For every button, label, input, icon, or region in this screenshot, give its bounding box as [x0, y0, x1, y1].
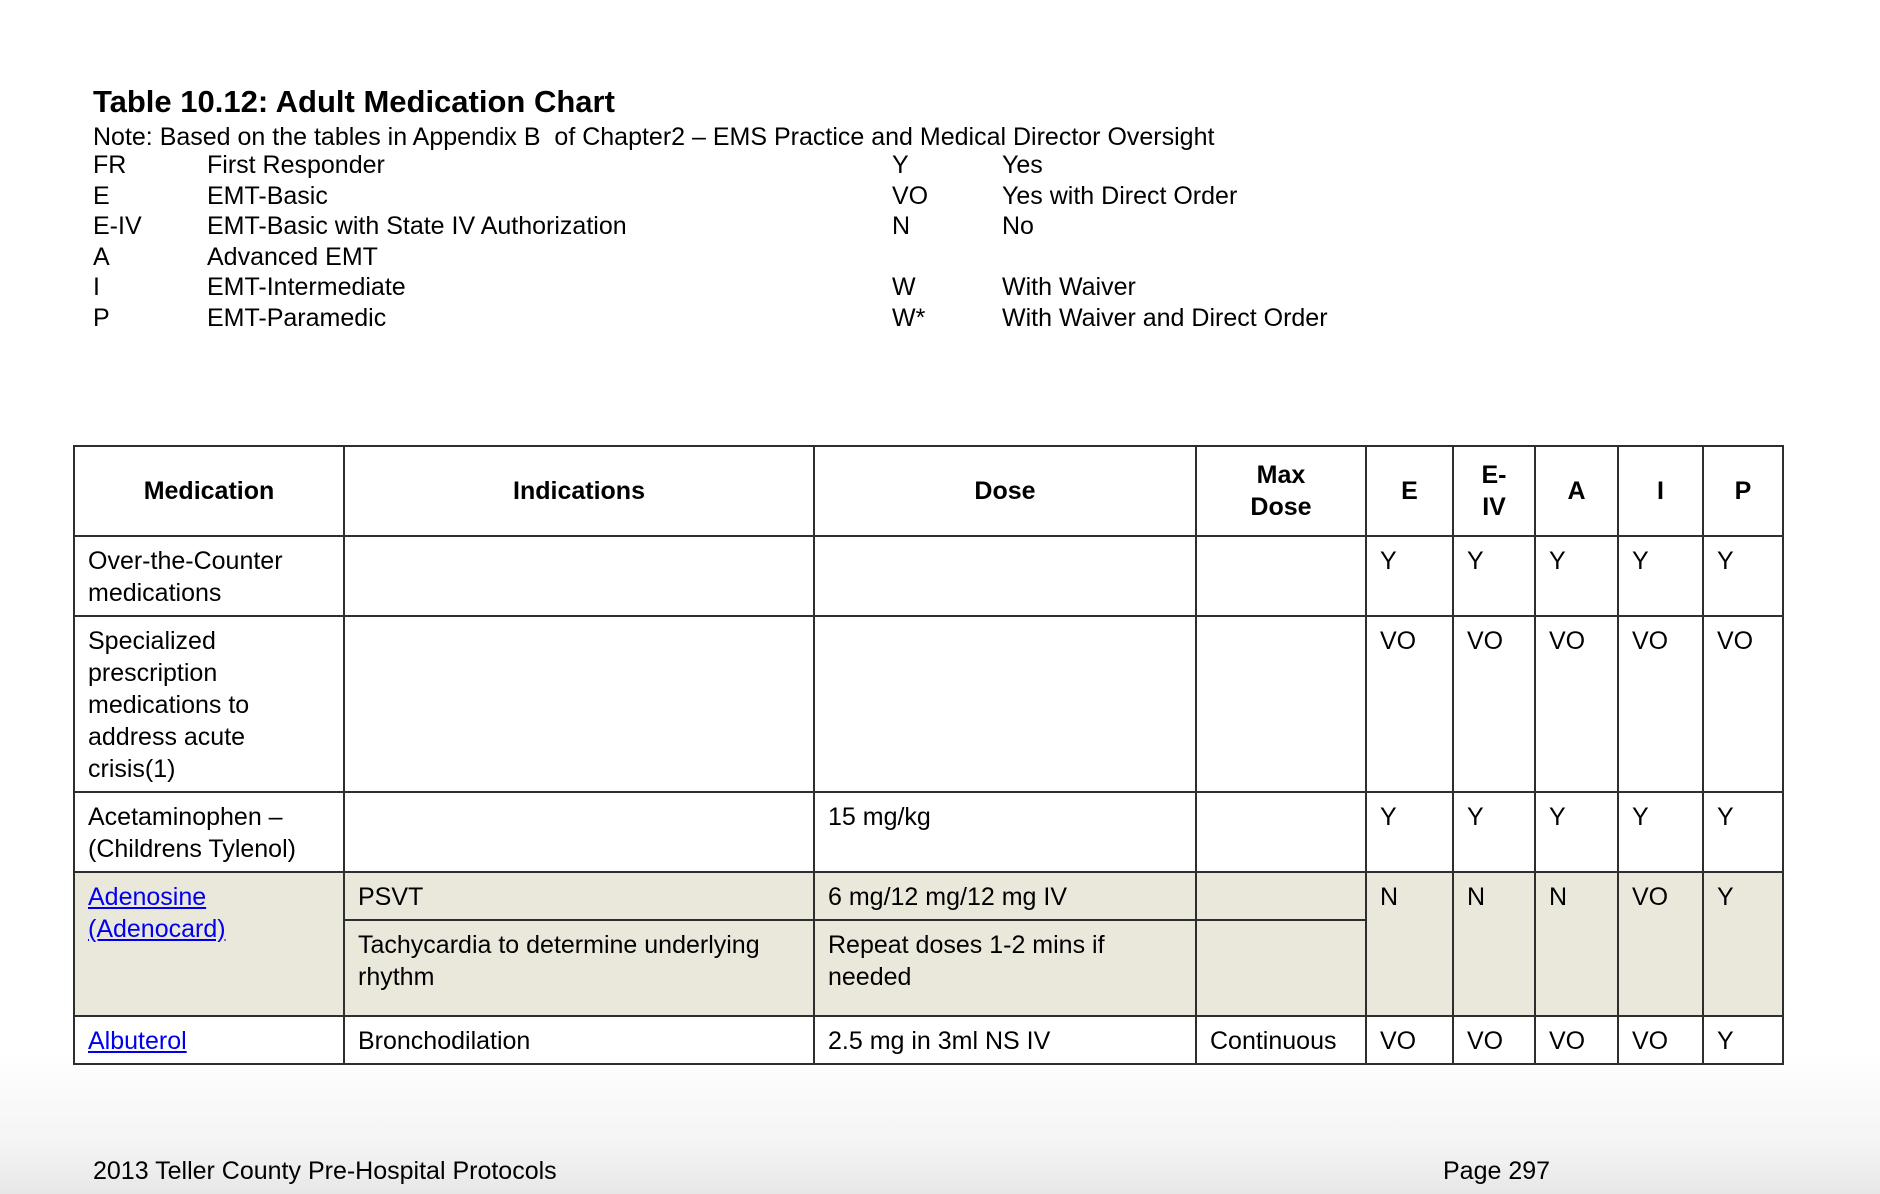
medication-link-albuterol[interactable]: Albuterol [88, 1027, 187, 1055]
legend-code: P [93, 303, 110, 332]
legend-label: First Responder [207, 151, 385, 179]
legend-code: W [892, 273, 916, 301]
level-cell-i: Y [1618, 536, 1703, 616]
table-row-adenosine [74, 872, 1783, 920]
dose-cell: 15 mg/kg [814, 792, 1196, 872]
level-cell-a: N [1535, 872, 1618, 1016]
column-header-i: I [1618, 446, 1703, 536]
legend-code: E [93, 181, 110, 210]
medication-cell: Acetaminophen – (Childrens Tylenol) [74, 792, 344, 872]
dose-cell: 6 mg/12 mg/12 mg IV [814, 872, 1196, 920]
level-cell-e: N [1366, 872, 1453, 1016]
max-dose-cell [1196, 616, 1366, 792]
level-cell-i: VO [1618, 872, 1703, 1016]
indications-cell: PSVT [344, 872, 814, 920]
legend-label: Advanced EMT [207, 242, 378, 271]
legend-label: Yes with Direct Order [1002, 181, 1238, 210]
indications-cell: Tachycardia to determine underlying rhythm [344, 920, 814, 1016]
max-dose-cell [1196, 792, 1366, 872]
legend-code: FR [93, 151, 127, 179]
level-cell-p: Y [1703, 536, 1783, 616]
level-cell-p: Y [1703, 1016, 1783, 1064]
level-cell-e-iv: VO [1453, 1016, 1535, 1064]
max-dose-cell [1196, 536, 1366, 616]
table-header-row [74, 446, 1783, 536]
max-dose-cell [1196, 920, 1366, 1016]
page-title: Table 10.12: Adult Medication Chart [93, 84, 615, 119]
legend-code: Y [892, 151, 909, 179]
medication-link-adenosine[interactable]: Adenosine (Adenocard) [88, 883, 226, 943]
table-row-albuterol [74, 1016, 1783, 1064]
legend-label [1002, 242, 1793, 273]
level-cell-p: VO [1703, 616, 1783, 792]
column-header-medication: Medication [74, 446, 344, 536]
table-row-otc-medications [74, 536, 1783, 616]
abbreviation-legend [93, 150, 1793, 333]
adult-medication-table [73, 445, 1784, 1065]
footer-document-title: 2013 Teller County Pre-Hospital Protocols [93, 1157, 557, 1185]
max-dose-cell: Continuous [1196, 1016, 1366, 1064]
legend-label: EMT-Intermediate [207, 273, 406, 301]
legend-code: E-IV [93, 212, 142, 240]
dose-cell [814, 536, 1196, 616]
level-cell-e-iv: VO [1453, 616, 1535, 792]
page-note: Note: Based on the tables in Appendix B of Chapter2 – EMS Practice and Medical Director Oversight [93, 123, 1215, 151]
level-cell-e-iv: N [1453, 872, 1535, 1016]
table-row-specialized-prescription [74, 616, 1783, 792]
indications-cell [344, 792, 814, 872]
column-header-e: E [1366, 446, 1453, 536]
medication-cell: Specialized prescription medications to address acute crisis(1) [74, 616, 344, 792]
level-cell-i: VO [1618, 1016, 1703, 1064]
column-header-dose: Dose [814, 446, 1196, 536]
level-cell-e: VO [1366, 1016, 1453, 1064]
level-cell-a: Y [1535, 536, 1618, 616]
dose-cell: 2.5 mg in 3ml NS IV [814, 1016, 1196, 1064]
column-header-indications: Indications [344, 446, 814, 536]
level-cell-i: VO [1618, 616, 1703, 792]
level-cell-e: Y [1366, 536, 1453, 616]
medication-cell [74, 1016, 344, 1064]
level-cell-p: Y [1703, 872, 1783, 1016]
legend-code: VO [892, 181, 929, 210]
medication-cell [74, 872, 344, 1016]
level-cell-i: Y [1618, 792, 1703, 872]
legend-code: I [93, 273, 100, 301]
level-cell-e: Y [1366, 792, 1453, 872]
max-dose-cell [1196, 872, 1366, 920]
level-cell-a: VO [1535, 616, 1618, 792]
table-row-acetaminophen [74, 792, 1783, 872]
legend-label: Yes [1002, 151, 1043, 179]
level-cell-e: VO [1366, 616, 1453, 792]
indications-cell [344, 616, 814, 792]
level-cell-e-iv: Y [1453, 792, 1535, 872]
legend-code: A [93, 242, 110, 271]
indications-cell: Bronchodilation [344, 1016, 814, 1064]
column-header-e-iv: E-IV [1453, 446, 1535, 536]
dose-cell: Repeat doses 1-2 mins if needed [814, 920, 1196, 1016]
legend-label: EMT-Basic with State IV Authorization [207, 212, 627, 240]
level-cell-a: VO [1535, 1016, 1618, 1064]
level-cell-a: Y [1535, 792, 1618, 872]
column-header-max-dose: Max Dose [1196, 446, 1366, 536]
legend-code: N [892, 212, 911, 240]
legend-label: EMT-Paramedic [207, 303, 387, 332]
legend-label: With Waiver and Direct Order [1002, 303, 1328, 332]
footer-page-number: Page 297 [1443, 1157, 1551, 1185]
column-header-p: P [1703, 446, 1783, 536]
legend-label: EMT-Basic [207, 181, 328, 210]
indications-cell [344, 536, 814, 616]
medication-cell: Over-the-Counter medications [74, 536, 344, 616]
dose-cell [814, 616, 1196, 792]
legend-label: No [1002, 212, 1034, 240]
legend-code: W* [892, 303, 926, 332]
column-header-a: A [1535, 446, 1618, 536]
legend-label: With Waiver [1002, 273, 1136, 301]
legend-code [892, 242, 1002, 273]
level-cell-p: Y [1703, 792, 1783, 872]
level-cell-e-iv: Y [1453, 536, 1535, 616]
